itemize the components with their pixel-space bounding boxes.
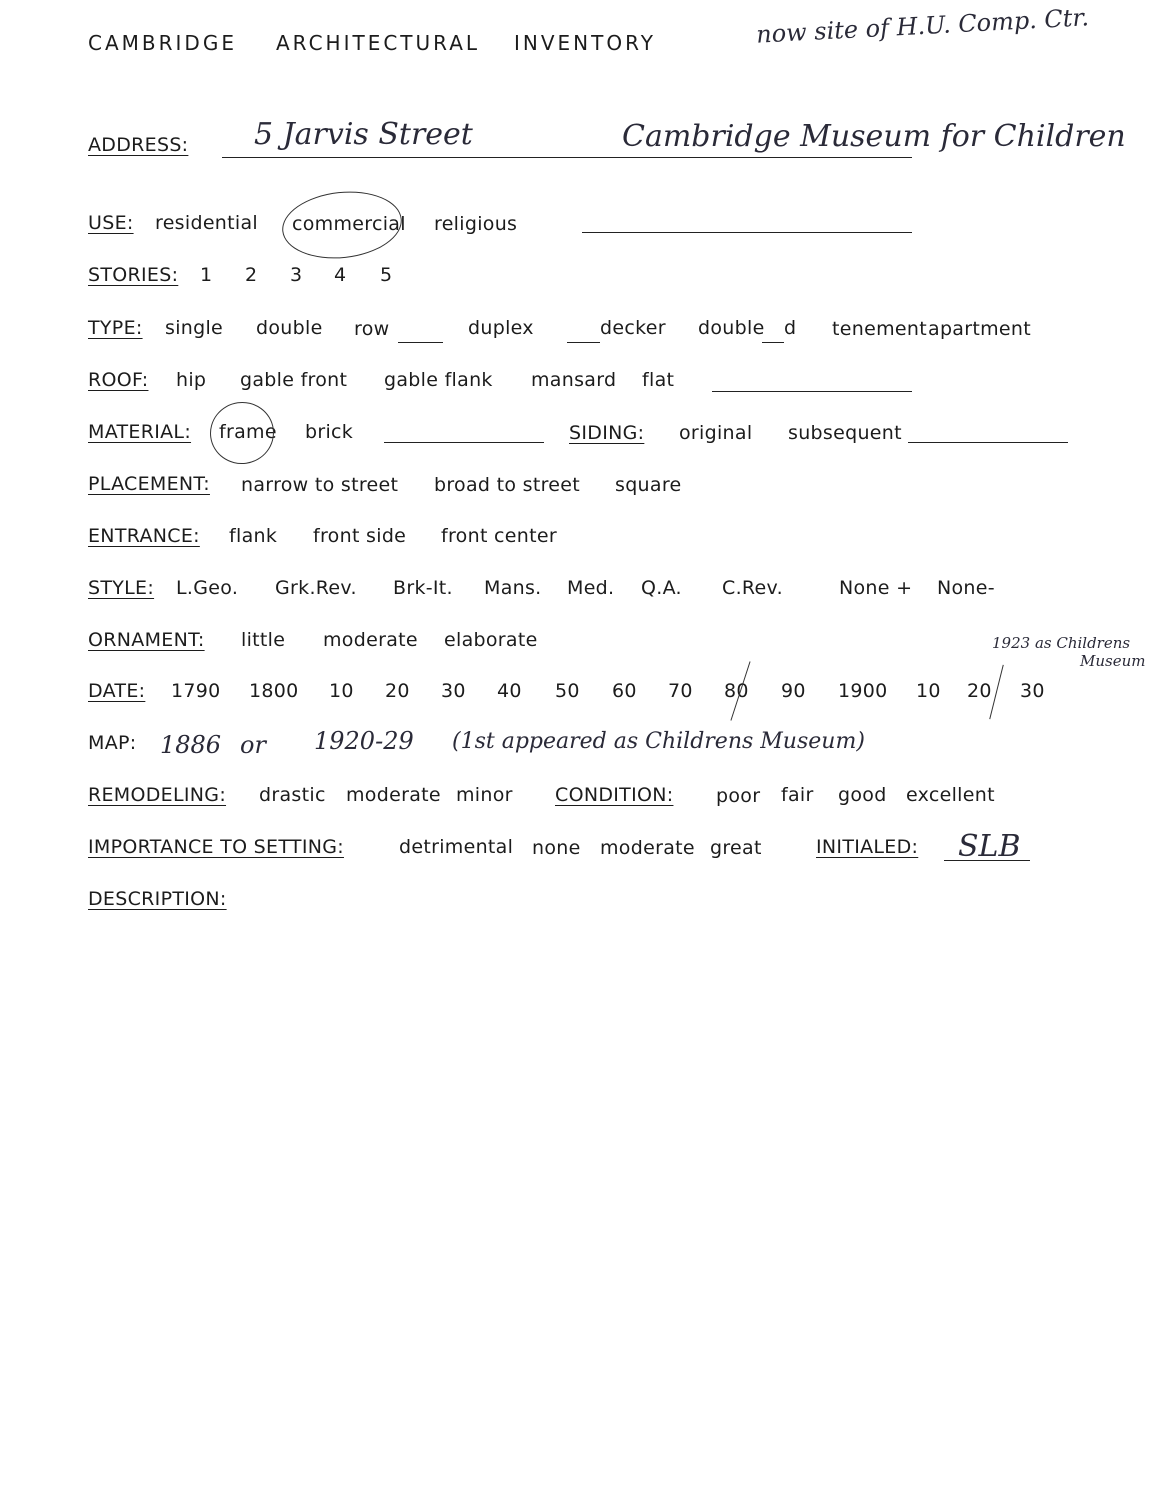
date-option-50: 50 [555,680,580,702]
style-option-none-plus: None + [839,577,913,599]
type-option-tenement: tenement [832,318,927,340]
date-option-90: 90 [781,680,806,702]
date-label: DATE: [88,680,146,702]
date-option-30: 30 [441,680,466,702]
style-option-lgeo: L.Geo. [176,577,239,599]
roof-option-gable-flank: gable flank [384,369,493,391]
remodeling-option-moderate: moderate [346,784,441,806]
remodeling-option-minor: minor [456,784,513,806]
type-option-decker: decker [600,317,666,339]
siding-option-original: original [679,422,753,444]
map-label: MAP: [88,732,137,754]
use-option-residential: residential [155,212,259,234]
ornament-label: ORNAMENT: [88,629,205,651]
siding-option-subsequent: subsequent [788,422,902,444]
use-label: USE: [88,212,134,234]
ornament-option-little: little [241,629,286,651]
material-other-line [384,442,544,443]
date-option-1900: 1900 [838,680,888,702]
stories-option-5: 5 [380,264,393,286]
style-option-med: Med. [567,577,615,599]
siding-label: SIDING: [569,422,645,444]
date-option-70: 70 [668,680,693,702]
address-value: 5 Jarvis Street [254,117,473,152]
description-label: DESCRIPTION: [88,888,227,910]
importance-option-great: great [710,837,762,859]
type-option-row: row [354,318,390,340]
entrance-option-flank: flank [229,525,278,547]
roof-label: ROOF: [88,369,149,391]
roof-option-gable-front: gable front [240,369,348,391]
stories-option-4: 4 [334,264,347,286]
ornament-option-moderate: moderate [323,629,418,651]
type-row-line [398,342,443,343]
date-option-1910: 10 [916,680,941,702]
map-value-1920-29: 1920-29 [314,727,414,755]
siding-other-line [908,442,1068,443]
placement-option-broad: broad to street [434,474,581,496]
initialed-label: INITIALED: [816,836,919,858]
roof-other-line [712,391,912,392]
date-option-1920: 20 [967,680,992,702]
style-option-crev: C.Rev. [722,577,783,599]
header-handwritten-note: now site of H.U. Comp. Ctr. [755,3,1090,49]
date-option-20: 20 [385,680,410,702]
header-word-architectural: ARCHITECTURAL [276,31,481,55]
entrance-option-front-side: front side [313,525,407,547]
roof-option-mansard: mansard [531,369,617,391]
type-option-double: double [256,317,323,339]
date-option-40: 40 [497,680,522,702]
type-label: TYPE: [88,317,143,339]
map-note: (1st appeared as Childrens Museum) [452,729,865,754]
style-option-mans: Mans. [484,577,542,599]
type-double-decker-line [762,342,784,343]
placement-option-square: square [615,474,682,496]
type-option-d: d [784,317,797,339]
address-name: Cambridge Museum for Children [622,119,1126,154]
condition-label: CONDITION: [555,784,674,806]
date-option-60: 60 [612,680,637,702]
style-label: STYLE: [88,577,155,599]
material-option-brick: brick [305,421,354,443]
stories-label: STORIES: [88,264,179,286]
use-other-line [582,232,912,233]
condition-option-good: good [838,784,887,806]
style-option-brkit: Brk-It. [393,577,453,599]
ornament-option-elaborate: elaborate [444,629,538,651]
use-option-religious: religious [434,213,518,235]
stories-option-3: 3 [290,264,303,286]
date-note-line2: Museum [1080,652,1146,670]
style-option-none-minus: None- [937,577,995,599]
importance-label: IMPORTANCE TO SETTING: [88,836,344,858]
importance-option-detrimental: detrimental [399,836,514,858]
remodeling-option-drastic: drastic [259,784,326,806]
date-option-1800: 1800 [249,680,299,702]
entrance-option-front-center: front center [441,525,557,547]
style-option-qa: Q.A. [641,577,682,599]
type-decker-line [567,342,600,343]
stories-option-2: 2 [245,264,258,286]
use-option-commercial: commercial [292,213,406,235]
condition-option-poor: poor [716,785,761,807]
style-option-grkrev: Grk.Rev. [275,577,357,599]
entrance-label: ENTRANCE: [88,525,200,547]
stories-option-1: 1 [200,264,213,286]
date-note-line1: 1923 as Childrens [992,634,1131,652]
address-line [222,157,912,158]
material-label: MATERIAL: [88,421,192,443]
type-option-single: single [165,317,224,339]
type-option-duplex: duplex [468,317,534,339]
roof-option-flat: flat [642,369,675,391]
importance-option-moderate: moderate [600,837,695,859]
placement-option-narrow: narrow to street [241,474,399,496]
importance-option-none: none [532,837,581,859]
type-option-double-decker: double [698,317,765,339]
placement-label: PLACEMENT: [88,473,210,495]
roof-option-hip: hip [176,369,207,391]
date-option-10: 10 [329,680,354,702]
remodeling-label: REMODELING: [88,784,227,806]
header-word-cambridge: CAMBRIDGE [88,31,237,55]
condition-option-excellent: excellent [906,784,995,806]
condition-option-fair: fair [781,784,814,806]
date-option-1790: 1790 [171,680,221,702]
map-value-1886: 1886 [160,731,222,759]
initialed-value: SLB [958,829,1021,864]
address-label: ADDRESS: [88,134,189,156]
header-word-inventory: INVENTORY [514,31,656,55]
date-option-80: 80 [724,680,749,702]
material-option-frame: frame [219,421,277,443]
map-value-or: or [240,731,266,759]
type-option-apartment: apartment [928,318,1031,340]
date-option-1930: 30 [1020,680,1045,702]
